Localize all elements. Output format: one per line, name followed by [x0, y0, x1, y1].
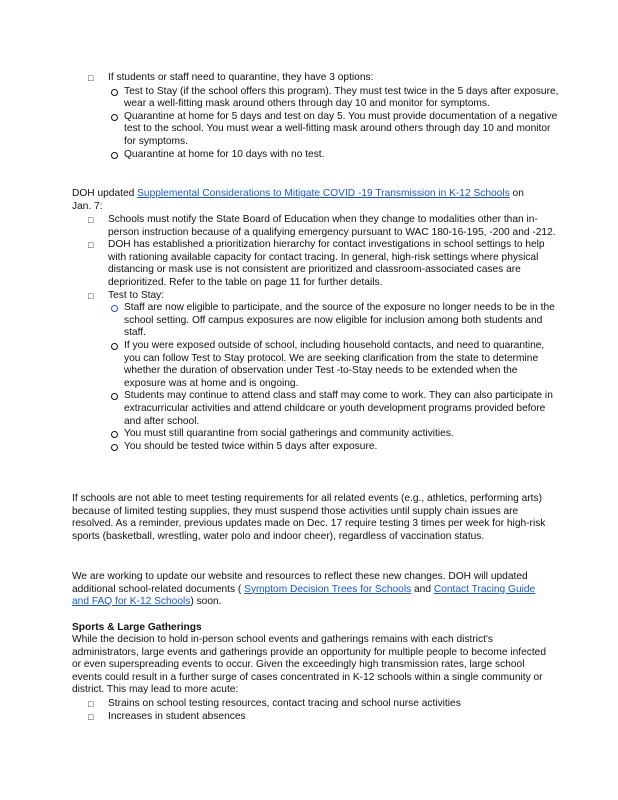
- sub-list-item-text: You should be tested twice within 5 days after exposure.: [124, 440, 378, 452]
- sub-list-item: [108, 86, 560, 111]
- sub-list-item-text: Staff are now eligible to participate, and the source of the exposure no longer needs to be in the school setting. Off campus exposures are now eligible for inclusion among both students and staff.: [124, 302, 555, 339]
- sub-list-item: [108, 441, 560, 454]
- sports-list: [0, 698, 560, 723]
- sub-list-item-text: Quarantine at home for 10 days with no test.: [124, 148, 325, 160]
- list-item-text: Increases in student absences: [108, 710, 246, 722]
- doh-update-suffix: on Jan. 7:: [72, 188, 524, 212]
- circle-bullet-icon: [111, 89, 118, 96]
- list-item: [72, 214, 560, 239]
- list-item: [72, 698, 560, 711]
- sub-list-item: [108, 111, 560, 149]
- sports-gatherings-heading: Sports & Large Gatherings: [72, 622, 202, 633]
- sub-list-item-text: You must still quarantine from social gatherings and community activities.: [124, 428, 454, 440]
- website-para-middle: and: [411, 583, 434, 595]
- sub-list-item: [108, 302, 560, 340]
- doh-update-list: [0, 214, 560, 453]
- circle-bullet-icon: [111, 444, 118, 451]
- sports-gatherings-paragraph: While the decision to hold in-person school events and gatherings remains with each district's administrators, large events and gatherings provide an opportunity for multiple people to become infected or even superspreading events to occur. Given the exceedingly high transmission rates, large school events could result in a further surge of cases concentrated in K-12 schools within a single community or district. This may lead to more acute:: [72, 634, 546, 696]
- doh-update-paragraph: [72, 188, 542, 213]
- list-item: [72, 239, 560, 289]
- sub-list-item-text: Students may continue to attend class and staff may come to work. They can also participate in extracurricular activities and attend childcare or youth development programs provided before and after school.: [124, 390, 553, 427]
- list-item: [72, 72, 560, 161]
- square-bullet-icon: □: [88, 699, 94, 709]
- symptom-decision-trees-link[interactable]: Symptom Decision Trees for Schools: [244, 583, 412, 595]
- list-item-text: Strains on school testing resources, contact tracing and school nurse activities: [108, 698, 461, 709]
- list-item-text: DOH has established a prioritization hierarchy for contact investigations in school settings to help with rationing available capacity for contact tracing. In general, high-risk settings where physical distancing or mask use is not consistent are prioritized and classroom-associated cases are deprioritized. Refer to the table on page 11 for further details.: [108, 239, 545, 288]
- sub-list-item: [108, 340, 560, 390]
- circle-bullet-icon: [111, 393, 118, 400]
- circle-bullet-icon: [111, 152, 118, 159]
- list-item-text: Test to Stay:: [108, 289, 165, 301]
- square-bullet-icon: □: [88, 73, 94, 83]
- sub-list-item: [108, 428, 560, 441]
- circle-bullet-icon: [111, 431, 118, 438]
- doh-update-prefix: DOH updated: [72, 188, 138, 199]
- list-item-text: If students or staff need to quarantine, they have 3 options:: [108, 72, 374, 83]
- sub-list-item: [108, 149, 560, 162]
- quarantine-section: [0, 72, 560, 161]
- square-bullet-icon: □: [88, 711, 94, 722]
- sub-list-item-text: Quarantine at home for 5 days and test on day 5. You must provide documentation of a negative test to the school. You must wear a well-fitting mask around others through day 10 and monitor for symptoms.: [124, 110, 558, 147]
- website-para-prefix: We are working to update our website and resources to reflect these new changes. DOH will updated additional school-related documents (: [72, 571, 528, 595]
- website-update-paragraph: [72, 571, 548, 609]
- sub-list-item: [108, 390, 560, 428]
- circle-bullet-icon: [111, 114, 118, 121]
- list-item: [72, 290, 560, 454]
- website-para-suffix: ) soon.: [190, 596, 222, 608]
- circle-bullet-icon: [111, 343, 118, 350]
- square-bullet-icon: □: [88, 240, 94, 251]
- square-bullet-icon: □: [88, 215, 94, 225]
- testing-requirements-paragraph: If schools are not able to meet testing requirements for all related events (e.g., athletics, performing arts) because of limited testing supplies, they must suspend those activities until supply chain issues are resolved. As a reminder, previous updates made on Dec. 17 require testing 3 times per week for high-risk sports (basketball, wrestling, water polo and indoor cheer), regardless of vaccination status.: [72, 493, 546, 542]
- list-item-text: Schools must notify the State Board of Education when they change to modalities other than in-person instruction because of a qualifying emergency pursuant to WAC 180-16-195, -200 and -212.: [108, 214, 556, 238]
- contact-tracing-guide-link[interactable]: Contact Tracing Guide and FAQ for K-12 Schools: [72, 583, 536, 608]
- list-item: [72, 711, 560, 724]
- supplemental-considerations-link[interactable]: Supplemental Considerations to Mitigate COVID -19 Transmission in K-12 Schools: [137, 188, 510, 199]
- square-bullet-icon: □: [88, 290, 94, 301]
- sub-list-item-text: If you were exposed outside of school, including household contacts, and need to quarantine, you can follow Test to Stay protocol. We are seeking clarification from the state to determine whether the duration of observation under Test -to-Stay needs to be extended when the exposure was at home and is ongoing.: [124, 339, 545, 389]
- sub-list-item-text: Test to Stay (if the school offers this program). They must test twice in the 5 days after exposure, wear a well-fitting mask around others through day 10 and monitor for symptoms.: [124, 85, 559, 110]
- circle-bullet-icon: [111, 305, 118, 312]
